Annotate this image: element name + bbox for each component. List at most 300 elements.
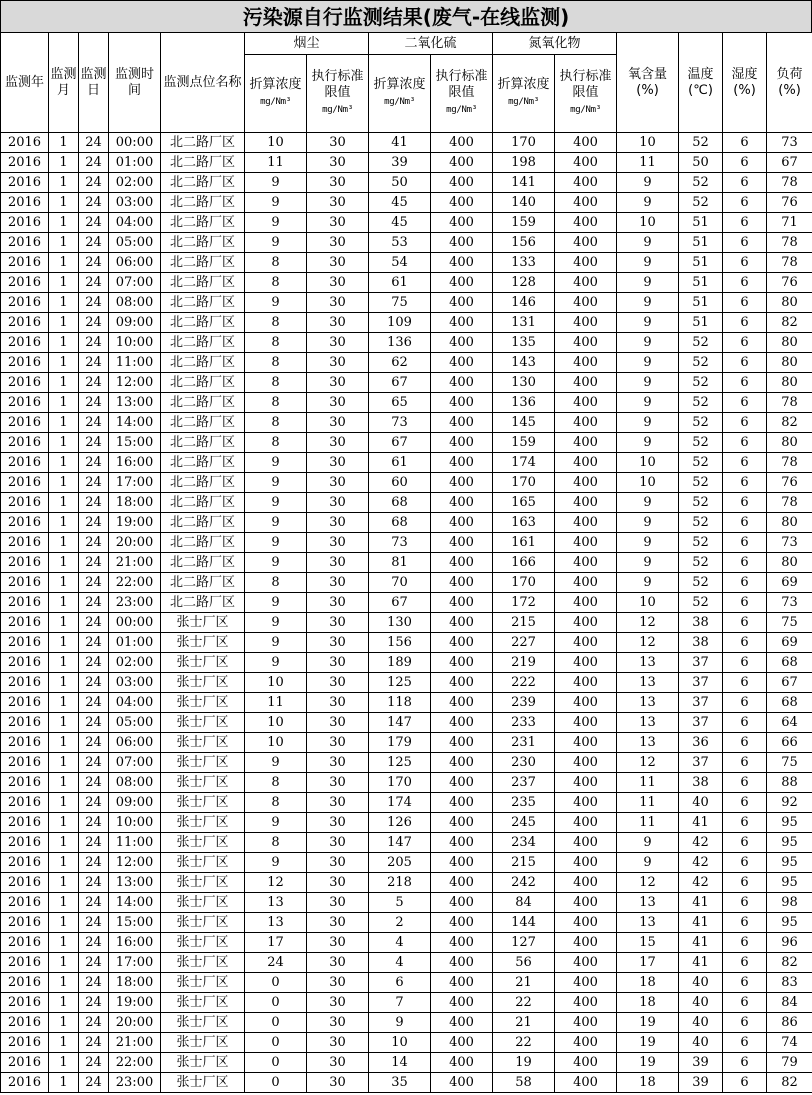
cell-temp: 42 bbox=[679, 873, 723, 893]
cell-so2-limit: 400 bbox=[431, 273, 493, 293]
cell-dust-limit: 30 bbox=[307, 133, 369, 153]
cell-temp: 40 bbox=[679, 1013, 723, 1033]
table-row bbox=[1, 953, 812, 973]
cell-load: 82 bbox=[767, 313, 812, 333]
cell-temp: 52 bbox=[679, 453, 723, 473]
cell-so2-limit: 400 bbox=[431, 493, 493, 513]
cell-humidity: 6 bbox=[723, 473, 767, 493]
cell-dust-conc: 9 bbox=[245, 293, 307, 313]
cell-day: 24 bbox=[79, 173, 109, 193]
cell-temp: 51 bbox=[679, 233, 723, 253]
table-row bbox=[1, 593, 812, 613]
cell-nox-conc: 170 bbox=[493, 573, 555, 593]
cell-so2-limit: 400 bbox=[431, 953, 493, 973]
cell-nox-limit: 400 bbox=[555, 513, 617, 533]
cell-nox-limit: 400 bbox=[555, 493, 617, 513]
cell-temp: 52 bbox=[679, 533, 723, 553]
cell-dust-conc: 8 bbox=[245, 273, 307, 293]
cell-nox-conc: 174 bbox=[493, 453, 555, 473]
cell-temp: 52 bbox=[679, 493, 723, 513]
table-row bbox=[1, 993, 812, 1013]
header-day: 监测日 bbox=[79, 33, 109, 133]
cell-year: 2016 bbox=[1, 1033, 49, 1053]
header-month: 监测月 bbox=[49, 33, 79, 133]
cell-temp: 51 bbox=[679, 213, 723, 233]
cell-site: 张士厂区 bbox=[161, 933, 245, 953]
cell-so2-conc: 147 bbox=[369, 833, 431, 853]
cell-dust-conc: 13 bbox=[245, 893, 307, 913]
cell-nox-conc: 227 bbox=[493, 633, 555, 653]
cell-month: 1 bbox=[49, 753, 79, 773]
cell-so2-limit: 400 bbox=[431, 513, 493, 533]
cell-so2-limit: 400 bbox=[431, 833, 493, 853]
cell-load: 95 bbox=[767, 913, 812, 933]
cell-oxygen: 13 bbox=[617, 893, 679, 913]
cell-temp: 52 bbox=[679, 573, 723, 593]
cell-humidity: 6 bbox=[723, 1033, 767, 1053]
cell-month: 1 bbox=[49, 213, 79, 233]
cell-nox-limit: 400 bbox=[555, 693, 617, 713]
cell-day: 24 bbox=[79, 793, 109, 813]
cell-load: 76 bbox=[767, 193, 812, 213]
cell-dust-limit: 30 bbox=[307, 613, 369, 633]
cell-year: 2016 bbox=[1, 293, 49, 313]
cell-temp: 51 bbox=[679, 293, 723, 313]
cell-nox-conc: 198 bbox=[493, 153, 555, 173]
cell-year: 2016 bbox=[1, 233, 49, 253]
cell-month: 1 bbox=[49, 653, 79, 673]
cell-nox-conc: 170 bbox=[493, 133, 555, 153]
cell-dust-limit: 30 bbox=[307, 793, 369, 813]
cell-time: 16:00 bbox=[109, 453, 161, 473]
cell-dust-conc: 9 bbox=[245, 193, 307, 213]
cell-year: 2016 bbox=[1, 913, 49, 933]
cell-year: 2016 bbox=[1, 153, 49, 173]
cell-day: 24 bbox=[79, 533, 109, 553]
cell-dust-limit: 30 bbox=[307, 433, 369, 453]
header-so2: 二氧化硫 bbox=[369, 33, 493, 55]
cell-time: 18:00 bbox=[109, 493, 161, 513]
cell-load: 73 bbox=[767, 533, 812, 553]
cell-dust-limit: 30 bbox=[307, 273, 369, 293]
cell-month: 1 bbox=[49, 613, 79, 633]
cell-humidity: 6 bbox=[723, 193, 767, 213]
cell-day: 24 bbox=[79, 673, 109, 693]
cell-oxygen: 19 bbox=[617, 1053, 679, 1073]
cell-dust-limit: 30 bbox=[307, 1053, 369, 1073]
cell-humidity: 6 bbox=[723, 713, 767, 733]
cell-dust-limit: 30 bbox=[307, 933, 369, 953]
cell-dust-conc: 9 bbox=[245, 613, 307, 633]
cell-nox-conc: 19 bbox=[493, 1053, 555, 1073]
cell-day: 24 bbox=[79, 553, 109, 573]
cell-temp: 42 bbox=[679, 833, 723, 853]
cell-nox-limit: 400 bbox=[555, 773, 617, 793]
cell-dust-conc: 9 bbox=[245, 213, 307, 233]
cell-month: 1 bbox=[49, 133, 79, 153]
cell-dust-limit: 30 bbox=[307, 213, 369, 233]
cell-dust-conc: 9 bbox=[245, 653, 307, 673]
table-row bbox=[1, 313, 812, 333]
cell-month: 1 bbox=[49, 973, 79, 993]
cell-nox-conc: 222 bbox=[493, 673, 555, 693]
cell-day: 24 bbox=[79, 1013, 109, 1033]
cell-so2-conc: 170 bbox=[369, 773, 431, 793]
cell-month: 1 bbox=[49, 553, 79, 573]
cell-time: 04:00 bbox=[109, 213, 161, 233]
cell-nox-limit: 400 bbox=[555, 913, 617, 933]
cell-dust-conc: 10 bbox=[245, 133, 307, 153]
cell-humidity: 6 bbox=[723, 993, 767, 1013]
cell-site: 北二路厂区 bbox=[161, 273, 245, 293]
cell-site: 张士厂区 bbox=[161, 653, 245, 673]
cell-day: 24 bbox=[79, 633, 109, 653]
cell-month: 1 bbox=[49, 333, 79, 353]
cell-site: 张士厂区 bbox=[161, 673, 245, 693]
cell-oxygen: 9 bbox=[617, 333, 679, 353]
cell-dust-conc: 0 bbox=[245, 993, 307, 1013]
cell-day: 24 bbox=[79, 453, 109, 473]
cell-so2-limit: 400 bbox=[431, 973, 493, 993]
cell-nox-limit: 400 bbox=[555, 373, 617, 393]
cell-nox-limit: 400 bbox=[555, 273, 617, 293]
cell-day: 24 bbox=[79, 933, 109, 953]
cell-year: 2016 bbox=[1, 673, 49, 693]
cell-time: 15:00 bbox=[109, 913, 161, 933]
cell-dust-limit: 30 bbox=[307, 653, 369, 673]
table-row bbox=[1, 813, 812, 833]
cell-load: 73 bbox=[767, 133, 812, 153]
cell-month: 1 bbox=[49, 373, 79, 393]
cell-so2-conc: 53 bbox=[369, 233, 431, 253]
cell-so2-limit: 400 bbox=[431, 753, 493, 773]
cell-site: 张士厂区 bbox=[161, 1013, 245, 1033]
cell-nox-conc: 144 bbox=[493, 913, 555, 933]
cell-dust-conc: 10 bbox=[245, 713, 307, 733]
table-row bbox=[1, 913, 812, 933]
cell-humidity: 6 bbox=[723, 213, 767, 233]
cell-so2-conc: 174 bbox=[369, 793, 431, 813]
cell-humidity: 6 bbox=[723, 873, 767, 893]
cell-year: 2016 bbox=[1, 173, 49, 193]
cell-dust-conc: 8 bbox=[245, 393, 307, 413]
table-row bbox=[1, 233, 812, 253]
cell-dust-limit: 30 bbox=[307, 953, 369, 973]
cell-site: 张士厂区 bbox=[161, 953, 245, 973]
cell-month: 1 bbox=[49, 1013, 79, 1033]
cell-temp: 52 bbox=[679, 333, 723, 353]
table-row bbox=[1, 193, 812, 213]
cell-nox-limit: 400 bbox=[555, 173, 617, 193]
cell-so2-limit: 400 bbox=[431, 653, 493, 673]
cell-oxygen: 13 bbox=[617, 693, 679, 713]
cell-temp: 50 bbox=[679, 153, 723, 173]
limit-label: 执行标准限值 bbox=[435, 69, 488, 100]
cell-year: 2016 bbox=[1, 333, 49, 353]
table-row bbox=[1, 753, 812, 773]
cell-month: 1 bbox=[49, 173, 79, 193]
cell-site: 北二路厂区 bbox=[161, 493, 245, 513]
cell-day: 24 bbox=[79, 613, 109, 633]
cell-so2-limit: 400 bbox=[431, 1033, 493, 1053]
cell-dust-conc: 17 bbox=[245, 933, 307, 953]
cell-dust-limit: 30 bbox=[307, 553, 369, 573]
cell-nox-limit: 400 bbox=[555, 993, 617, 1013]
cell-dust-limit: 30 bbox=[307, 373, 369, 393]
cell-oxygen: 9 bbox=[617, 573, 679, 593]
cell-so2-conc: 189 bbox=[369, 653, 431, 673]
cell-nox-limit: 400 bbox=[555, 633, 617, 653]
cell-load: 82 bbox=[767, 953, 812, 973]
cell-oxygen: 9 bbox=[617, 853, 679, 873]
cell-time: 12:00 bbox=[109, 373, 161, 393]
cell-year: 2016 bbox=[1, 533, 49, 553]
cell-nox-conc: 237 bbox=[493, 773, 555, 793]
cell-site: 北二路厂区 bbox=[161, 293, 245, 313]
cell-load: 82 bbox=[767, 1073, 812, 1093]
cell-time: 01:00 bbox=[109, 153, 161, 173]
cell-site: 北二路厂区 bbox=[161, 233, 245, 253]
cell-temp: 52 bbox=[679, 393, 723, 413]
cell-year: 2016 bbox=[1, 1053, 49, 1073]
cell-load: 95 bbox=[767, 813, 812, 833]
cell-so2-limit: 400 bbox=[431, 453, 493, 473]
cell-so2-conc: 130 bbox=[369, 613, 431, 633]
cell-so2-limit: 400 bbox=[431, 293, 493, 313]
cell-nox-conc: 231 bbox=[493, 733, 555, 753]
header-dust: 烟尘 bbox=[245, 33, 369, 55]
cell-site: 张士厂区 bbox=[161, 893, 245, 913]
cell-site: 北二路厂区 bbox=[161, 393, 245, 413]
cell-humidity: 6 bbox=[723, 693, 767, 713]
cell-dust-conc: 9 bbox=[245, 593, 307, 613]
cell-month: 1 bbox=[49, 493, 79, 513]
cell-temp: 52 bbox=[679, 473, 723, 493]
table-body bbox=[1, 133, 812, 1093]
cell-time: 04:00 bbox=[109, 693, 161, 713]
cell-year: 2016 bbox=[1, 593, 49, 613]
cell-day: 24 bbox=[79, 333, 109, 353]
cell-year: 2016 bbox=[1, 833, 49, 853]
cell-time: 22:00 bbox=[109, 573, 161, 593]
cell-dust-limit: 30 bbox=[307, 413, 369, 433]
cell-dust-conc: 8 bbox=[245, 353, 307, 373]
cell-nox-limit: 400 bbox=[555, 253, 617, 273]
cell-load: 78 bbox=[767, 173, 812, 193]
cell-time: 05:00 bbox=[109, 233, 161, 253]
cell-time: 01:00 bbox=[109, 633, 161, 653]
cell-site: 北二路厂区 bbox=[161, 453, 245, 473]
cell-month: 1 bbox=[49, 813, 79, 833]
cell-so2-limit: 400 bbox=[431, 773, 493, 793]
cell-load: 67 bbox=[767, 673, 812, 693]
cell-nox-limit: 400 bbox=[555, 393, 617, 413]
table-row bbox=[1, 1013, 812, 1033]
cell-month: 1 bbox=[49, 773, 79, 793]
header-site: 监测点位名称 bbox=[161, 33, 245, 133]
cell-year: 2016 bbox=[1, 993, 49, 1013]
cell-so2-limit: 400 bbox=[431, 313, 493, 333]
cell-oxygen: 13 bbox=[617, 733, 679, 753]
cell-month: 1 bbox=[49, 793, 79, 813]
cell-nox-limit: 400 bbox=[555, 973, 617, 993]
cell-day: 24 bbox=[79, 1073, 109, 1093]
cell-oxygen: 9 bbox=[617, 513, 679, 533]
cell-humidity: 6 bbox=[723, 393, 767, 413]
cell-nox-limit: 400 bbox=[555, 813, 617, 833]
cell-load: 86 bbox=[767, 1013, 812, 1033]
limit-label: 执行标准限值 bbox=[559, 69, 612, 100]
cell-so2-conc: 45 bbox=[369, 193, 431, 213]
cell-humidity: 6 bbox=[723, 913, 767, 933]
cell-load: 80 bbox=[767, 553, 812, 573]
cell-day: 24 bbox=[79, 813, 109, 833]
cell-load: 64 bbox=[767, 713, 812, 733]
cell-dust-conc: 8 bbox=[245, 793, 307, 813]
table-row bbox=[1, 473, 812, 493]
cell-month: 1 bbox=[49, 953, 79, 973]
cell-site: 张士厂区 bbox=[161, 793, 245, 813]
cell-month: 1 bbox=[49, 933, 79, 953]
table-row bbox=[1, 453, 812, 473]
cell-year: 2016 bbox=[1, 853, 49, 873]
cell-so2-conc: 54 bbox=[369, 253, 431, 273]
cell-oxygen: 18 bbox=[617, 1073, 679, 1093]
cell-dust-limit: 30 bbox=[307, 253, 369, 273]
cell-year: 2016 bbox=[1, 773, 49, 793]
cell-time: 10:00 bbox=[109, 813, 161, 833]
cell-oxygen: 9 bbox=[617, 493, 679, 513]
cell-humidity: 6 bbox=[723, 173, 767, 193]
cell-day: 24 bbox=[79, 1033, 109, 1053]
cell-so2-conc: 67 bbox=[369, 373, 431, 393]
cell-nox-limit: 400 bbox=[555, 933, 617, 953]
cell-month: 1 bbox=[49, 313, 79, 333]
cell-dust-conc: 0 bbox=[245, 1033, 307, 1053]
cell-dust-conc: 9 bbox=[245, 853, 307, 873]
cell-load: 74 bbox=[767, 1033, 812, 1053]
cell-time: 16:00 bbox=[109, 933, 161, 953]
cell-time: 19:00 bbox=[109, 513, 161, 533]
cell-month: 1 bbox=[49, 233, 79, 253]
cell-month: 1 bbox=[49, 273, 79, 293]
cell-humidity: 6 bbox=[723, 573, 767, 593]
cell-so2-limit: 400 bbox=[431, 813, 493, 833]
cell-year: 2016 bbox=[1, 273, 49, 293]
cell-so2-limit: 400 bbox=[431, 633, 493, 653]
monitoring-table bbox=[0, 32, 812, 1093]
cell-humidity: 6 bbox=[723, 313, 767, 333]
cell-nox-limit: 400 bbox=[555, 593, 617, 613]
cell-temp: 39 bbox=[679, 1073, 723, 1093]
cell-day: 24 bbox=[79, 653, 109, 673]
cell-humidity: 6 bbox=[723, 413, 767, 433]
cell-oxygen: 15 bbox=[617, 933, 679, 953]
page-title: 污染源自行监测结果(废气-在线监测) bbox=[0, 0, 812, 32]
cell-oxygen: 9 bbox=[617, 173, 679, 193]
cell-temp: 51 bbox=[679, 253, 723, 273]
cell-year: 2016 bbox=[1, 213, 49, 233]
cell-load: 66 bbox=[767, 733, 812, 753]
cell-nox-conc: 165 bbox=[493, 493, 555, 513]
cell-site: 北二路厂区 bbox=[161, 413, 245, 433]
cell-day: 24 bbox=[79, 233, 109, 253]
cell-load: 75 bbox=[767, 613, 812, 633]
cell-nox-limit: 400 bbox=[555, 473, 617, 493]
cell-month: 1 bbox=[49, 1073, 79, 1093]
cell-so2-limit: 400 bbox=[431, 213, 493, 233]
cell-humidity: 6 bbox=[723, 153, 767, 173]
cell-dust-limit: 30 bbox=[307, 673, 369, 693]
cell-nox-limit: 400 bbox=[555, 333, 617, 353]
cell-nox-conc: 145 bbox=[493, 413, 555, 433]
cell-month: 1 bbox=[49, 153, 79, 173]
table-row bbox=[1, 1053, 812, 1073]
cell-year: 2016 bbox=[1, 633, 49, 653]
cell-humidity: 6 bbox=[723, 653, 767, 673]
cell-nox-limit: 400 bbox=[555, 1013, 617, 1033]
cell-dust-limit: 30 bbox=[307, 513, 369, 533]
cell-so2-limit: 400 bbox=[431, 473, 493, 493]
cell-dust-limit: 30 bbox=[307, 1013, 369, 1033]
cell-load: 75 bbox=[767, 753, 812, 773]
table-row bbox=[1, 433, 812, 453]
cell-so2-conc: 62 bbox=[369, 353, 431, 373]
cell-load: 79 bbox=[767, 1053, 812, 1073]
cell-humidity: 6 bbox=[723, 633, 767, 653]
cell-time: 22:00 bbox=[109, 1053, 161, 1073]
cell-time: 18:00 bbox=[109, 973, 161, 993]
cell-nox-limit: 400 bbox=[555, 353, 617, 373]
cell-site: 张士厂区 bbox=[161, 693, 245, 713]
cell-so2-limit: 400 bbox=[431, 173, 493, 193]
cell-site: 北二路厂区 bbox=[161, 593, 245, 613]
table-row bbox=[1, 893, 812, 913]
table-row bbox=[1, 273, 812, 293]
cell-so2-conc: 14 bbox=[369, 1053, 431, 1073]
cell-so2-conc: 118 bbox=[369, 693, 431, 713]
cell-dust-conc: 8 bbox=[245, 373, 307, 393]
cell-day: 24 bbox=[79, 153, 109, 173]
cell-time: 13:00 bbox=[109, 393, 161, 413]
cell-month: 1 bbox=[49, 713, 79, 733]
cell-dust-conc: 9 bbox=[245, 553, 307, 573]
cell-time: 17:00 bbox=[109, 953, 161, 973]
cell-day: 24 bbox=[79, 1053, 109, 1073]
cell-dust-limit: 30 bbox=[307, 893, 369, 913]
cell-load: 96 bbox=[767, 933, 812, 953]
cell-humidity: 6 bbox=[723, 593, 767, 613]
cell-dust-conc: 9 bbox=[245, 173, 307, 193]
cell-year: 2016 bbox=[1, 193, 49, 213]
cell-load: 80 bbox=[767, 433, 812, 453]
cell-nox-conc: 219 bbox=[493, 653, 555, 673]
header-temp: 温度(℃) bbox=[679, 33, 723, 133]
cell-humidity: 6 bbox=[723, 533, 767, 553]
cell-oxygen: 9 bbox=[617, 833, 679, 853]
cell-year: 2016 bbox=[1, 253, 49, 273]
cell-nox-conc: 136 bbox=[493, 393, 555, 413]
header-dust-conc bbox=[245, 55, 307, 133]
cell-time: 06:00 bbox=[109, 733, 161, 753]
cell-oxygen: 9 bbox=[617, 193, 679, 213]
cell-dust-conc: 0 bbox=[245, 1073, 307, 1093]
header-nox-conc bbox=[493, 55, 555, 133]
cell-time: 02:00 bbox=[109, 653, 161, 673]
cell-so2-conc: 68 bbox=[369, 493, 431, 513]
cell-so2-conc: 65 bbox=[369, 393, 431, 413]
cell-time: 20:00 bbox=[109, 533, 161, 553]
